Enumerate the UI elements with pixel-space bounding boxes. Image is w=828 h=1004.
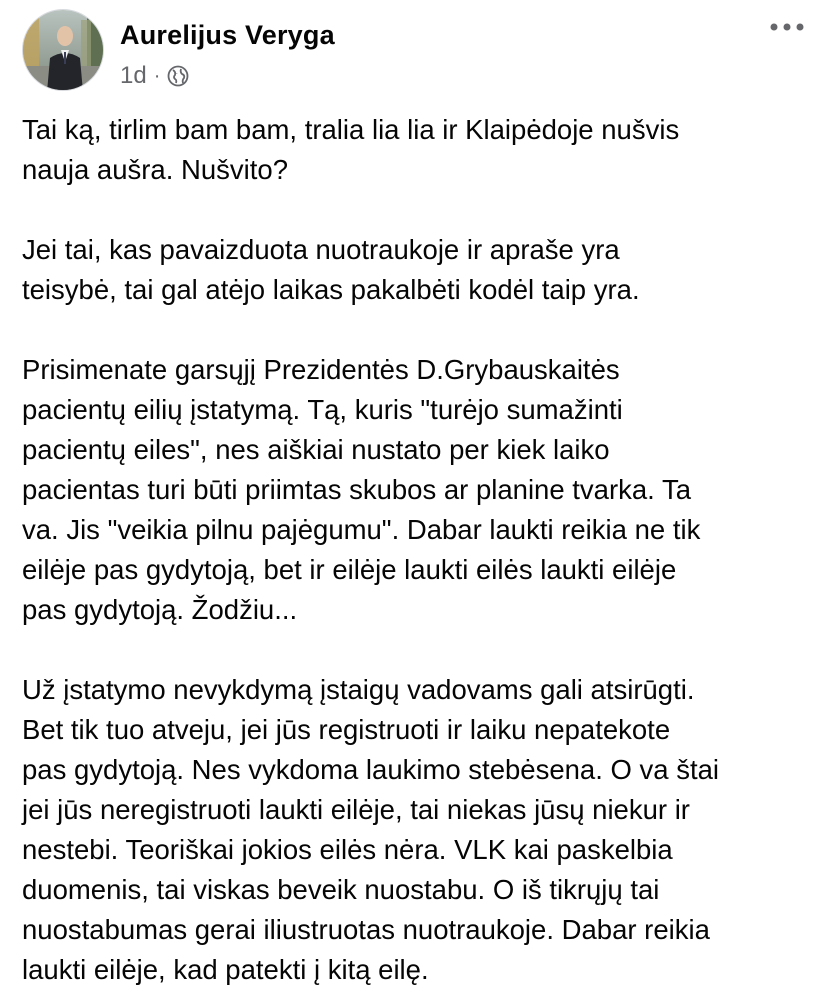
globe-icon[interactable] [167, 65, 189, 87]
meta-separator: · [153, 64, 161, 87]
post-timestamp[interactable]: 1d [120, 62, 147, 89]
author-avatar[interactable] [22, 9, 104, 91]
post-paragraph: Už įstatymo nevykdymą įstaigų vadovams gali atsirūgti. Bet tik tuo atveju, jei jūs registruoti ir laiku nepatekote pas gydytoją. Nes vykdoma laukimo stebėsena. O va štai jei jūs neregistruoti laukti eilėje, tai niekas jūsų niekur ir nestebi. Teoriškai jokios eilės nėra. VLK kai paskelbia duomenis, tai viskas beveik nuostabu. O iš tikrųjų tai nuostabumas gerai iliustruotas nuotraukoje. Dabar reikia laukti eilėje, kad patekti į kitą eilę. [22, 674, 720, 985]
post-paragraph: Tai ką, tirlim bam bam, tralia lia lia ir Klaipėdoje nušvis nauja aušra. Nušvito? [22, 114, 680, 185]
post-paragraph: Jei tai, kas pavaizduota nuotraukoje ir apraše yra teisybė, tai gal atėjo laikas pakalbėti kodėl taip yra. [22, 234, 640, 305]
post-text [22, 110, 812, 990]
post-meta [120, 62, 189, 90]
more-options-icon[interactable] [768, 18, 806, 36]
author-name[interactable]: Aurelijus Veryga [120, 20, 335, 50]
avatar-photo [23, 10, 104, 91]
post-header [0, 0, 828, 110]
post-paragraph: Prisimenate garsųjį Prezidentės D.Grybauskaitės pacientų eilių įstatymą. Tą, kuris "turėjo sumažinti pacientų eiles", nes aiškiai nustato per kiek laiko pacientas turi būti priimtas skubos ar planine tvarka. Ta va. Jis "veikia pilnu pajėgumu". Dabar laukti reikia ne tik eilėje pas gydytoją, bet ir eilėje laukti eilės laukti eilėje pas gydytoją. Žodžiu... [22, 354, 701, 625]
